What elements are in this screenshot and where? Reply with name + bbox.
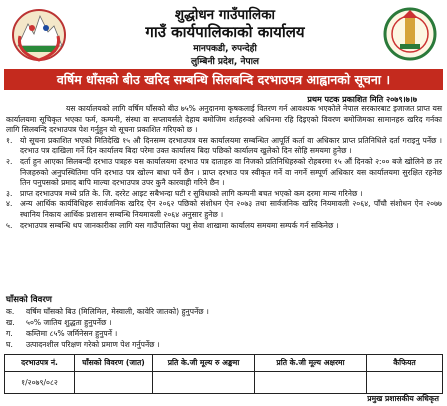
col-grass-type: घाँसको विवरण (जात) (75, 355, 153, 372)
signatory-title: प्रमुख प्रशासकीय अधिकृत (367, 394, 439, 403)
condition-text: अन्य आर्थिक कार्यविधिहरु सार्वजनिक खरिद ऐन २०६२ पछिको संशोधन ऐन २०७३ तथा सार्वजनिक खरिद नियमावली २०६४, पाँचौ संशोधन ऐन २०७७ स्थानिय निकाय आर्थिक प्रशासन सम्बन्धि नियमावली २०६४ अनुसार हुनेछ । (20, 199, 442, 219)
notice-body (6, 104, 442, 231)
condition-item (6, 136, 442, 157)
condition-number: २. (6, 156, 13, 166)
cell-remarks (367, 372, 443, 394)
cell-grass-type (75, 372, 153, 394)
spec-text: वर्षिम घाँसको बिउ (मिलिमिल, मेस्वाली, कावेरि जातको) हुनुपर्नेछ । (26, 307, 209, 316)
tender-table (4, 354, 443, 394)
cell-price-words (255, 372, 367, 394)
condition-text: दर्ता हुन आएका सिलबन्दी दरभाउ पत्रहरु यस कार्यालयमा दरभाउ पत्र दाताहरु वा निजको प्रतिनिधिहरुको रोहबरमा १५ औं दिनको २:०० बजे खोलिने छ तर निजहरुको अनुपस्थितिमा पनि दरभाउ पत्र खोल्न बाधा पर्ने छैन । प्राप्त दरभाउ पत्र स्वीकृत गर्ने वा नगर्ने सम्पूर्ण अधिकार यस कार्यालयमा सुरक्षित रहनेछ तिन पनुपसको प्रमाद बापि माल्या दरभाउपत्र उपर कुनै कारवाही गरिने छैन । (20, 156, 442, 188)
spec-text: उत्पादनशील परिक्षण गरेको प्रमाण पेश गर्नुपर्नेछ । (26, 340, 160, 349)
condition-text: यो सूचना प्रकाशित भएको मितिदेखि १५ औ दिनसम्म दरभाउपत्र यस कार्यालयमा सम्बन्धित आपूर्ति कर्ता वा अधिकार प्राप्त प्रतिनिधिले दर्ता गराइनु पर्नेछ । दरभाउ पत्र दाखिला गर्ने दिन कार्यालय बिदा परेमा उक्त कार्यालय बिदा पछिको कार्यालय खुलेको दिन सोहि समयमा हुनेछ । (20, 135, 442, 156)
condition-number: १. (6, 135, 13, 145)
spec-list (6, 306, 442, 350)
spec-letter: ग. (6, 329, 13, 338)
condition-number: ४. (6, 199, 13, 209)
office-location: मानपकडी, रुपन्देही (193, 44, 257, 54)
spec-item (6, 339, 442, 350)
spec-item (6, 306, 442, 317)
spec-letter: क. (6, 307, 15, 316)
spec-text: कम्तिमा ८५% जर्मिनेसन हुनुपर्ने । (26, 329, 118, 338)
intro-paragraph: यस कार्यालयको लागि वर्षिम घाँसको बीउ ७५% अनुदानमा कृषकलाई वितरण गर्न आवश्यक भएकोले नेपाल सरकारबाट इजाजत प्राप्त यस कार्यालयमा सूचिकृत भएका फर्म, कम्पनी, संस्था वा सप्लायर्सले देहाय बमोजिम शर्तहरुको अधिनमा रहि दिइएको विवरण बमोजिमका सामानहरु खरिद गर्नका लागि सिलबन्दि दरभाउपत्र पेश गर्नुहुन यो सूचना प्रकाशित गरिएको छ । (6, 104, 442, 135)
table-row (5, 372, 443, 394)
col-price-words: प्रति के.जी मूल्य अक्षरमा (255, 355, 367, 372)
municipality-name: शुद्धोधन गाउँपालिका (174, 7, 276, 23)
cell-tender-no: १/२०७९/०८२ (5, 372, 75, 394)
condition-number: ३. (6, 188, 13, 198)
condition-item (6, 199, 442, 220)
condition-item (6, 189, 442, 200)
spec-heading: घाँसको विवरण (6, 295, 52, 305)
publication-date: प्रथम पटक प्रकाशित मिति २०७९।७।७ (307, 95, 417, 104)
office-name: गाउँ कार्यपालिकाको कार्यालय (145, 23, 305, 41)
spec-item (6, 317, 442, 328)
notice-title-banner: वर्षिम धाँसको बीउ खरिद सम्बन्धि सिलबन्दि दरभाउपत्र आह्वानको सूचना । (4, 69, 443, 90)
table-header-row (5, 355, 443, 372)
spec-item (6, 328, 442, 339)
condition-item (6, 157, 442, 189)
header (0, 0, 447, 72)
condition-item (6, 221, 442, 232)
province-name: लुम्बिनी प्रदेश, नेपाल (190, 57, 260, 67)
col-tender-no: दरभाउपत्र नं. (5, 355, 75, 372)
spec-text: ५०% जातिय शुद्धता हुनुपर्नेछ । (26, 318, 112, 327)
spec-letter: घ. (6, 340, 13, 349)
condition-number: ५. (6, 220, 13, 230)
cell-price-figures (153, 372, 255, 394)
col-remarks: कैफियत (367, 355, 443, 372)
nepal-emblem-icon (10, 6, 68, 62)
municipality-logo-icon (382, 4, 438, 66)
col-price-figures: प्रति के.जी मूल्य रु अङ्कमा (153, 355, 255, 372)
condition-text: दरभाउपत्र सम्बन्धि थप जानकारीका लागि यस गाउँपालिका पशु सेवा शाखामा कार्यालय समयमा सम्पर्क गर्न सकिनेछ । (20, 220, 339, 230)
condition-text: प्राप्त दरभाउपत्र मध्ये प्रति के. जि. दररेट आइट सबैभन्दा घटी र सुविधाको लागि कम्पनी बचत भएको कम दरमा मान्य गरिनेछ । (20, 188, 363, 198)
spec-letter: ख. (6, 318, 15, 327)
